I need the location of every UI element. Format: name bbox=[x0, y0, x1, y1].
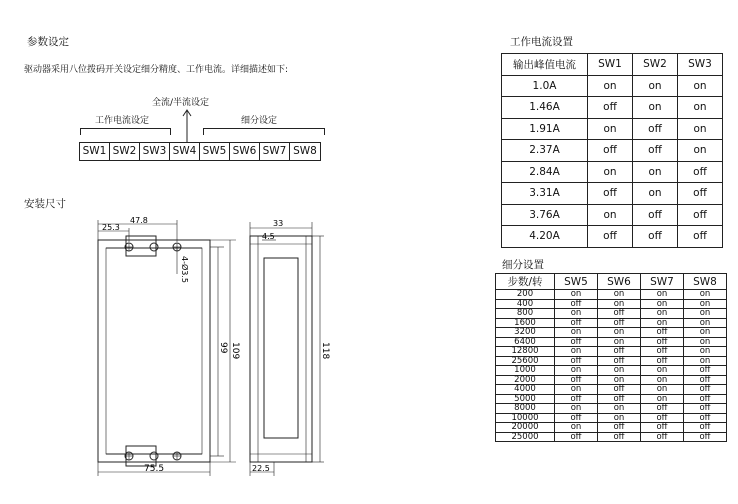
table-cell: 3200 bbox=[496, 328, 555, 338]
table-cell: off bbox=[684, 394, 727, 404]
table-cell: on bbox=[555, 366, 598, 376]
table-cell: off bbox=[684, 404, 727, 414]
dim-hole-dia: 4-Ø3.5 bbox=[180, 256, 189, 283]
table-row bbox=[502, 204, 723, 226]
table-cell: on bbox=[555, 347, 598, 357]
table-cell: on bbox=[633, 161, 678, 183]
table-row bbox=[496, 423, 727, 433]
table-cell: on bbox=[641, 385, 684, 395]
table-header-cell: SW8 bbox=[684, 274, 727, 290]
table-cell: on bbox=[678, 140, 723, 162]
table-header-cell: SW5 bbox=[555, 274, 598, 290]
table-cell: 3.76A bbox=[502, 204, 588, 226]
dim-height-inner: 99 bbox=[218, 342, 228, 354]
table-cell: off bbox=[598, 432, 641, 442]
table-cell: 5000 bbox=[496, 394, 555, 404]
table-row bbox=[502, 226, 723, 248]
table-cell: off bbox=[641, 347, 684, 357]
table-cell: 3.31A bbox=[502, 183, 588, 205]
table-cell: 1.0A bbox=[502, 75, 588, 97]
table-cell: off bbox=[633, 140, 678, 162]
table-cell: off bbox=[588, 97, 633, 119]
table-cell: off bbox=[684, 413, 727, 423]
table-cell: off bbox=[684, 375, 727, 385]
switch-6: SW6 bbox=[230, 143, 260, 160]
table-row bbox=[496, 366, 727, 376]
table-cell: 6400 bbox=[496, 337, 555, 347]
table-cell: off bbox=[633, 204, 678, 226]
table-cell: off bbox=[598, 318, 641, 328]
table-row bbox=[502, 161, 723, 183]
table-cell: on bbox=[555, 328, 598, 338]
table-cell: 12800 bbox=[496, 347, 555, 357]
table-cell: on bbox=[684, 290, 727, 300]
side-view-drawing bbox=[240, 214, 330, 480]
mount-title: 安装尺寸 bbox=[24, 198, 66, 210]
switch-7: SW7 bbox=[260, 143, 290, 160]
table-cell: on bbox=[598, 413, 641, 423]
table-cell: off bbox=[598, 423, 641, 433]
table-cell: off bbox=[555, 337, 598, 347]
table-cell: on bbox=[588, 75, 633, 97]
table-cell: on bbox=[641, 366, 684, 376]
table-cell: off bbox=[555, 432, 598, 442]
table-cell: 25600 bbox=[496, 356, 555, 366]
table-cell: 4000 bbox=[496, 385, 555, 395]
table-cell: 800 bbox=[496, 309, 555, 319]
table-cell: 25000 bbox=[496, 432, 555, 442]
table-cell: on bbox=[684, 309, 727, 319]
table-row bbox=[496, 385, 727, 395]
dim-height-outer: 109 bbox=[230, 342, 240, 360]
table-cell: on bbox=[598, 375, 641, 385]
table-cell: 20000 bbox=[496, 423, 555, 433]
current-table-title: 工作电流设置 bbox=[510, 36, 573, 48]
table-cell: off bbox=[555, 375, 598, 385]
table-cell: off bbox=[588, 140, 633, 162]
table-cell: off bbox=[678, 183, 723, 205]
table-cell: 2.37A bbox=[502, 140, 588, 162]
table-cell: on bbox=[598, 290, 641, 300]
table-cell: 2.84A bbox=[502, 161, 588, 183]
table-cell: on bbox=[684, 299, 727, 309]
table-cell: on bbox=[588, 161, 633, 183]
table-row bbox=[502, 140, 723, 162]
table-header-cell: 输出峰值电流 bbox=[502, 54, 588, 76]
table-cell: on bbox=[555, 404, 598, 414]
table-row bbox=[496, 328, 727, 338]
table-cell: on bbox=[633, 97, 678, 119]
table-cell: 10000 bbox=[496, 413, 555, 423]
table-cell: off bbox=[588, 226, 633, 248]
table-cell: on bbox=[641, 309, 684, 319]
table-cell: 1600 bbox=[496, 318, 555, 328]
switch-8: SW8 bbox=[293, 145, 317, 157]
table-cell: on bbox=[598, 328, 641, 338]
dim-width-top: 47.8 bbox=[130, 216, 148, 225]
dim-side-depth: 33 bbox=[273, 219, 284, 228]
table-row bbox=[502, 118, 723, 140]
table-row bbox=[496, 290, 727, 300]
table-cell: on bbox=[678, 75, 723, 97]
table-cell: on bbox=[684, 356, 727, 366]
table-row bbox=[496, 404, 727, 414]
table-cell: off bbox=[678, 161, 723, 183]
table-cell: off bbox=[684, 423, 727, 433]
table-cell: on bbox=[598, 337, 641, 347]
label-micro: 细分设定 bbox=[241, 116, 278, 126]
dim-side-height: 118 bbox=[320, 342, 330, 360]
table-cell: off bbox=[598, 356, 641, 366]
table-cell: off bbox=[598, 394, 641, 404]
table-cell: on bbox=[633, 183, 678, 205]
table-cell: off bbox=[598, 309, 641, 319]
table-cell: off bbox=[641, 337, 684, 347]
table-cell: on bbox=[641, 290, 684, 300]
table-cell: off bbox=[641, 328, 684, 338]
dim-hole-offset: 25.3 bbox=[102, 223, 120, 232]
table-cell: on bbox=[598, 366, 641, 376]
table-header-row bbox=[502, 54, 723, 76]
table-cell: off bbox=[555, 299, 598, 309]
label-full-half: 全流/半流设定 bbox=[152, 98, 210, 108]
table-cell: on bbox=[678, 118, 723, 140]
table-row bbox=[502, 183, 723, 205]
bracket-current bbox=[80, 128, 171, 135]
table-cell: on bbox=[684, 347, 727, 357]
table-cell: off bbox=[598, 385, 641, 395]
current-table bbox=[501, 53, 723, 248]
switch-3: SW3 bbox=[140, 143, 170, 160]
table-cell: 1000 bbox=[496, 366, 555, 376]
table-cell: off bbox=[555, 413, 598, 423]
table-cell: off bbox=[633, 118, 678, 140]
table-cell: off bbox=[598, 347, 641, 357]
table-cell: on bbox=[588, 204, 633, 226]
table-row bbox=[496, 347, 727, 357]
table-cell: on bbox=[641, 299, 684, 309]
dim-side-bottom: 22.5 bbox=[252, 464, 270, 473]
table-header-cell: SW1 bbox=[588, 54, 633, 76]
table-cell: on bbox=[598, 299, 641, 309]
table-cell: on bbox=[555, 309, 598, 319]
table-cell: on bbox=[641, 394, 684, 404]
table-cell: on bbox=[555, 290, 598, 300]
table-cell: on bbox=[641, 375, 684, 385]
table-cell: 1.46A bbox=[502, 97, 588, 119]
table-row bbox=[496, 309, 727, 319]
table-cell: on bbox=[555, 423, 598, 433]
table-cell: on bbox=[633, 75, 678, 97]
table-cell: 200 bbox=[496, 290, 555, 300]
table-cell: off bbox=[678, 204, 723, 226]
table-cell: 8000 bbox=[496, 404, 555, 414]
table-cell: off bbox=[641, 404, 684, 414]
table-cell: 400 bbox=[496, 299, 555, 309]
arrow-up-icon bbox=[181, 108, 193, 142]
table-cell: on bbox=[684, 318, 727, 328]
table-cell: on bbox=[684, 337, 727, 347]
table-cell: off bbox=[684, 385, 727, 395]
table-header-row bbox=[496, 274, 727, 290]
table-cell: on bbox=[684, 328, 727, 338]
table-cell: off bbox=[684, 432, 727, 442]
switch-4: SW4 bbox=[170, 143, 200, 160]
table-cell: on bbox=[588, 118, 633, 140]
dip-switch-row bbox=[79, 142, 321, 161]
switch-1: SW1 bbox=[80, 143, 110, 160]
table-cell: 1.91A bbox=[502, 118, 588, 140]
switch-5: SW5 bbox=[200, 143, 230, 160]
table-header-cell: SW2 bbox=[633, 54, 678, 76]
table-cell: off bbox=[641, 413, 684, 423]
table-cell: off bbox=[555, 318, 598, 328]
table-row bbox=[502, 97, 723, 119]
table-row bbox=[502, 75, 723, 97]
table-cell: off bbox=[555, 394, 598, 404]
bracket-micro bbox=[203, 128, 325, 135]
table-header-cell: SW6 bbox=[598, 274, 641, 290]
micro-table bbox=[495, 273, 727, 442]
table-header-cell: 步数/转 bbox=[496, 274, 555, 290]
table-header-cell: SW3 bbox=[678, 54, 723, 76]
table-cell: on bbox=[555, 385, 598, 395]
table-cell: off bbox=[684, 366, 727, 376]
table-cell: off bbox=[588, 183, 633, 205]
table-cell: 2000 bbox=[496, 375, 555, 385]
label-current: 工作电流设定 bbox=[95, 116, 150, 126]
table-cell: 4.20A bbox=[502, 226, 588, 248]
dim-width-bottom: 75.5 bbox=[144, 464, 165, 474]
dim-side-small: 4.5 bbox=[262, 232, 275, 241]
param-description: 驱动器采用八位拨码开关设定细分精度、工作电流。详细描述如下: bbox=[24, 65, 289, 75]
table-cell: on bbox=[678, 97, 723, 119]
table-cell: off bbox=[678, 226, 723, 248]
table-cell: on bbox=[641, 318, 684, 328]
table-header-cell: SW7 bbox=[641, 274, 684, 290]
param-title: 参数设定 bbox=[27, 36, 69, 48]
table-row bbox=[496, 432, 727, 442]
table-cell: off bbox=[641, 432, 684, 442]
table-cell: off bbox=[641, 423, 684, 433]
table-cell: off bbox=[555, 356, 598, 366]
switch-2: SW2 bbox=[110, 143, 140, 160]
table-cell: on bbox=[598, 404, 641, 414]
table-cell: off bbox=[641, 356, 684, 366]
table-cell: off bbox=[633, 226, 678, 248]
micro-table-title: 细分设置 bbox=[502, 259, 544, 271]
